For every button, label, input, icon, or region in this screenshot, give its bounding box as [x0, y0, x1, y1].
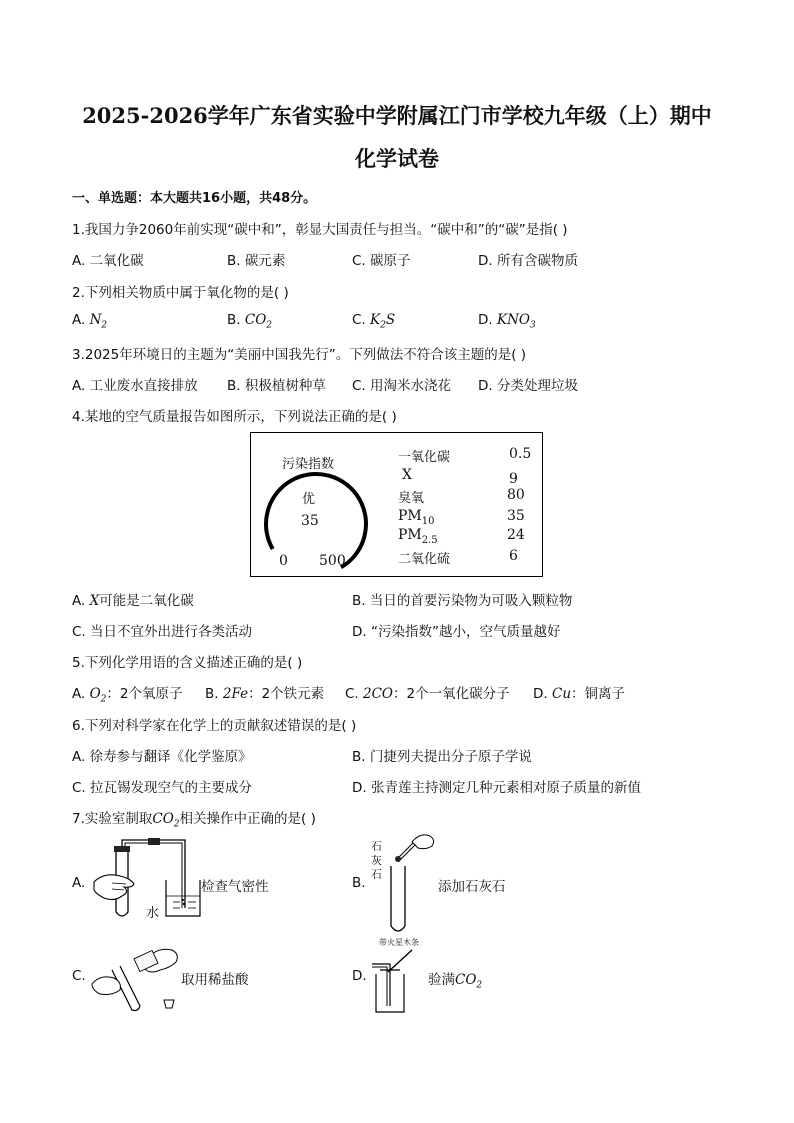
q2-option-b: B. $CO_2$	[227, 312, 272, 331]
q7-option-b-label: 添加石灰石	[438, 879, 506, 895]
q3-option-b: B. 积极植树种草	[227, 378, 326, 394]
q1-option-c: C. 碳原子	[352, 253, 411, 269]
q4-option-d: D. “污染指数”越小，空气质量越好	[352, 624, 561, 640]
q7-option-a-label: 检查气密性	[201, 879, 269, 895]
pollutant-name-x: X	[402, 467, 412, 483]
question-6-stem: 6.下列对科学家在化学上的贡献叙述错误的是( )	[72, 718, 357, 734]
air-quality-report-figure	[250, 432, 543, 577]
section-header: 一、单选题：本大题共16小题，共48分。	[72, 191, 317, 206]
q7-d-glowing-splint-label: 带火星木条	[379, 938, 419, 947]
q7-a-water-label: 水	[146, 906, 160, 921]
q1-option-b: B. 碳元素	[227, 253, 286, 269]
pollutant-value-pm25: 24	[507, 527, 525, 543]
q7-b-test-tube-illustration	[384, 828, 436, 938]
pollutant-name-ozone: 臭氧	[398, 491, 425, 506]
question-5-stem: 5.下列化学用语的含义描述正确的是( )	[72, 655, 303, 671]
gauge-min: 0	[279, 553, 288, 569]
pollutant-value-x: 9	[509, 471, 518, 487]
q4-option-c: C. 当日不宜外出进行各类活动	[72, 624, 253, 640]
gauge-value: 35	[301, 513, 319, 529]
q2-option-a: A. $N_2$	[72, 312, 108, 331]
q7-c-pouring-illustration	[90, 940, 182, 1016]
q7-d-gas-jar-illustration	[368, 948, 428, 1016]
q3-option-a: A. 工业废水直接排放	[72, 378, 198, 394]
pollutant-name-pm10: $PM_{10}$	[398, 508, 435, 527]
gauge-max: 500	[319, 553, 346, 569]
q7-option-b-letter: B.	[352, 875, 366, 891]
pollutant-name-co: 一氧化碳	[398, 450, 451, 465]
question-7-stem: 7.实验室制取$CO_2$相关操作中正确的是( )	[72, 811, 316, 830]
q4-option-a: A. X可能是二氧化碳	[72, 593, 194, 609]
q3-option-c: C. 用淘米水浇花	[352, 378, 452, 394]
question-2-stem: 2.下列相关物质中属于氧化物的是( )	[72, 285, 289, 301]
exam-title-line1: 2025-2026学年广东省实验中学附属江门市学校九年级（上）期中	[82, 103, 712, 128]
q1-option-a: A. 二氧化碳	[72, 253, 144, 269]
pollutant-name-pm25: $PM_{2.5}$	[398, 527, 438, 546]
q5-option-d: D. Cu：铜离子	[533, 686, 626, 702]
q5-option-a: A. $O_2$：2个氧原子	[72, 686, 183, 705]
q4-option-b: B. 当日的首要污染物为可吸入颗粒物	[352, 593, 573, 609]
q6-option-a: A. 徐寿参与翻译《化学鉴原》	[72, 749, 252, 765]
q7-b-limestone-label: 石 灰 石	[371, 840, 382, 881]
pollutant-value-ozone: 80	[507, 487, 525, 503]
q2-option-d: D. $KNO_3$	[478, 312, 536, 331]
exam-title-line2: 化学试卷	[355, 146, 439, 171]
q6-option-c: C. 拉瓦锡发现空气的主要成分	[72, 780, 253, 796]
pollutant-value-so2: 6	[509, 548, 518, 564]
pollutant-name-so2: 二氧化硫	[398, 552, 451, 567]
question-3-stem: 3.2025年环境日的主题为“美丽中国我先行”。下列做法不符合该主题的是( )	[72, 347, 527, 363]
question-1-stem: 1.我国力争2060年前实现“碳中和”，彰显大国责任与担当。“碳中和”的“碳”是指( )	[72, 222, 568, 238]
q7-option-d-letter: D.	[352, 968, 367, 984]
q7-option-c-label: 取用稀盐酸	[181, 972, 249, 988]
q7-option-a-letter: A.	[72, 875, 86, 891]
gauge-title: 污染指数	[282, 457, 335, 472]
q1-option-d: D. 所有含碳物质	[478, 253, 578, 269]
q2-option-c: C. $K_2S$	[352, 312, 396, 331]
q5-option-c: C. 2CO：2个一氧化碳分子	[345, 686, 510, 702]
pollutant-value-pm10: 35	[507, 508, 525, 524]
gauge-grade: 优	[302, 492, 316, 507]
q6-option-d: D. 张青莲主持测定几种元素相对原子质量的新值	[352, 780, 641, 796]
q7-option-c-letter: C.	[72, 968, 86, 984]
q3-option-d: D. 分类处理垃圾	[478, 378, 578, 394]
pollutant-value-co: 0.5	[509, 446, 532, 462]
q7-option-d-label: 验满$CO_2$	[428, 972, 483, 991]
q6-option-b: B. 门捷列夫提出分子原子学说	[352, 749, 532, 765]
question-4-stem: 4.某地的空气质量报告如图所示，下列说法正确的是( )	[72, 409, 397, 425]
q5-option-b: B. 2Fe：2个铁元素	[205, 686, 325, 702]
